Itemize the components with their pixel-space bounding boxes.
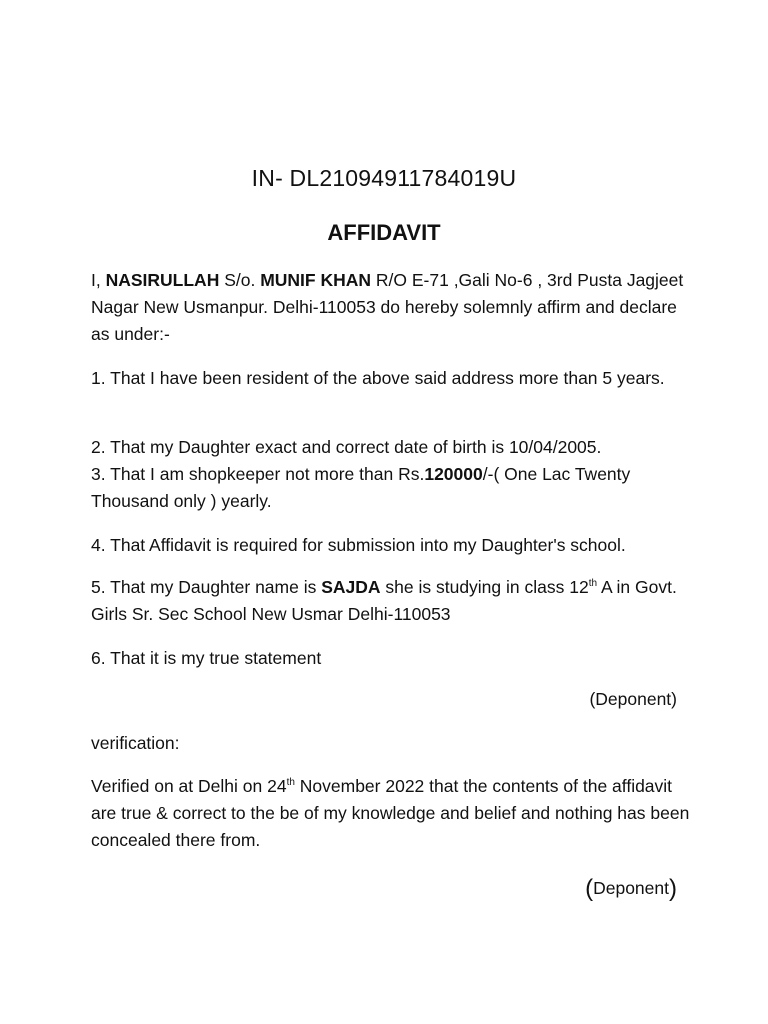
deponent-label: Deponent — [593, 878, 669, 898]
point-4: 4. That Affidavit is required for submission into my Daughter's school. — [91, 535, 626, 555]
verification-paragraph — [91, 773, 691, 854]
point-5-text-1: 5. That my Daughter name is — [91, 577, 322, 597]
deponent-signature-1: (Deponent) — [589, 689, 677, 709]
father-name: MUNIF KHAN — [260, 270, 372, 290]
point-5 — [91, 574, 691, 628]
point-3-text-2: /-( One Lac Twenty Thousand only ) yearly. — [91, 464, 631, 511]
document-title: AFFIDAVIT — [327, 220, 441, 245]
intro-text-3: R/O E-71 ,Gali No-6 , 3rd Pusta Jagjeet Nagar New Usmanpur. Delhi-110053 do hereby solemnly affirm and declare as under:- — [91, 270, 684, 344]
verified-text-2: November 2022 that the contents of the affidavit are true & correct to the be of my knowledge and belief and nothing has been concealed there from. — [91, 776, 690, 850]
point-3 — [91, 461, 691, 515]
point-1: 1. That I have been resident of the above said address more than 5 years. — [91, 368, 665, 388]
points-2-3 — [91, 434, 691, 515]
deponent-close-paren: ) — [669, 875, 677, 902]
income-amount: 120000 — [424, 464, 483, 484]
intro-paragraph — [91, 267, 691, 348]
deponent-signature-2 — [585, 875, 677, 903]
verified-superscript: th — [286, 777, 295, 789]
point-3-text-1: 3. That I am shopkeeper not more than Rs. — [91, 464, 425, 484]
point-5-text-2: she is studying in class 12 — [380, 577, 589, 597]
stamp-paper-id: IN- DL21094911784019U — [251, 165, 517, 191]
point-5-text-3: A in Govt. Girls Sr. Sec School New Usmar Delhi-110053 — [91, 577, 677, 624]
point-5-superscript: th — [588, 578, 598, 590]
verified-text-1: Verified on at Delhi on 24 — [91, 776, 287, 796]
daughter-name: SAJDA — [321, 577, 381, 597]
deponent-open-paren: ( — [585, 875, 594, 902]
intro-text-1: I, — [91, 270, 106, 290]
deponent-name: NASIRULLAH — [105, 270, 220, 290]
verification-label: verification: — [91, 733, 180, 753]
intro-text-2: S/o. — [219, 270, 261, 290]
point-6: 6. That it is my true statement — [91, 648, 322, 668]
point-2: 2. That my Daughter exact and correct date of birth is 10/04/2005. — [91, 437, 602, 457]
